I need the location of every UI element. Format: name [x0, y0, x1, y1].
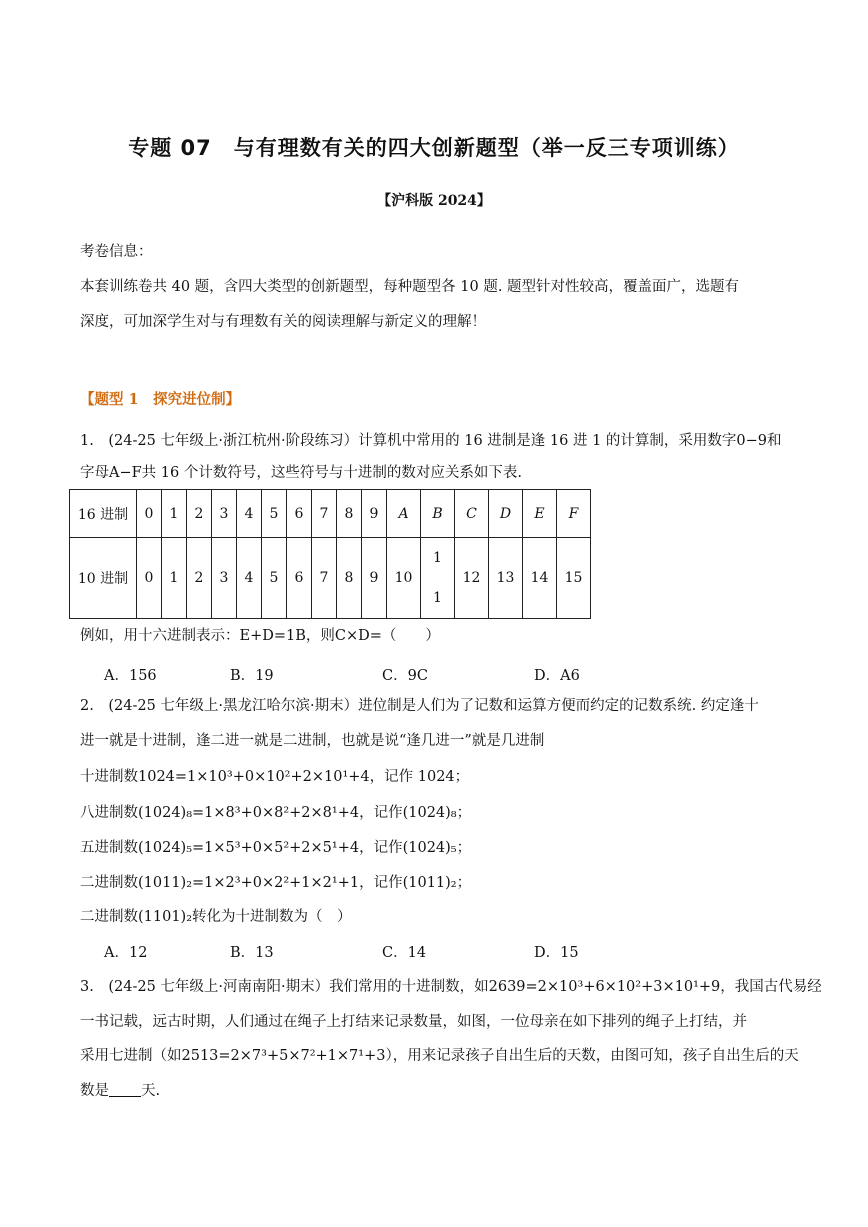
q3-line-3: 采用七进制（如2513=2×7³+5×7²+1×7¹+3），用来记录孩子自出生后的天数，由图可知，孩子自出生后的天 [80, 1048, 799, 1064]
table-cell: 4 [237, 538, 262, 619]
q2-line-1: 2. (24-25 七年级上·黑龙江哈尔滨·期末）进位制是人们为了记数和运算方便而约定的记数系统. 约定逢十 [80, 698, 759, 714]
table-cell: 3 [212, 490, 237, 538]
table-cell: 14 [523, 538, 557, 619]
table-cell: 9 [362, 538, 387, 619]
table-header-cell: 10 进制 [70, 538, 137, 619]
table-cell: 2 [187, 490, 212, 538]
q1-line-2: 字母A−F共 16 个计数符号，这些符号与十进制的数对应关系如下表. [80, 465, 522, 481]
hex-conversion-table [69, 489, 591, 619]
table-cell: D [489, 490, 523, 538]
table-cell: C [455, 490, 489, 538]
edition-label: 【沪科版 2024】 [377, 193, 491, 209]
table-cell: 3 [212, 538, 237, 619]
table-cell: 1 [162, 538, 187, 619]
info-label: 考卷信息： [80, 244, 153, 260]
q1-option-c: C．9C [382, 668, 428, 684]
q2-equation-2: 八进制数(1024)₈=1×8³+0×8²+2×8¹+4，记作(1024)₈； [80, 805, 472, 821]
table-cell: 9 [362, 490, 387, 538]
table-cell: 6 [287, 490, 312, 538]
q2-question: 二进制数(1101)₂转化为十进制数为（ ） [80, 909, 352, 925]
table-cell: 13 [489, 538, 523, 619]
table-cell: 10 [387, 538, 421, 619]
table-cell: 7 [312, 490, 337, 538]
table-cell: 6 [287, 538, 312, 619]
q2-line-2: 进一就是十进制，逢二进一就是二进制，也就是说“逢几进一”就是几进制 [80, 733, 545, 749]
table-cell: 8 [337, 538, 362, 619]
q1-line-1: 1. (24-25 七年级上·浙江杭州·阶段练习）计算机中常用的 16 进制是逢 16 进 1 的计算制，采用数字0−9和 [80, 433, 782, 449]
table-cell: 12 [455, 538, 489, 619]
table-header-cell: 16 进制 [70, 490, 137, 538]
table-cell: 0 [137, 538, 162, 619]
table-cell: 1 [162, 490, 187, 538]
q2-equation-4: 二进制数(1011)₂=1×2³+0×2²+1×2¹+1，记作(1011)₂； [80, 875, 472, 891]
table-cell-wrapped [421, 538, 455, 619]
q3-line-2: 一书记载，远古时期，人们通过在绳子上打结来记录数量，如图，一位母亲在如下排列的绳子上打结，并 [80, 1014, 747, 1030]
answer-blank [109, 1082, 141, 1097]
section-heading: 【题型 1 探究进位制】 [80, 391, 241, 408]
table-row [70, 490, 591, 538]
table-cell: 2 [187, 538, 212, 619]
q3-line-4-start: 数是 [80, 1083, 109, 1099]
table-cell: F [557, 490, 591, 538]
q1-example: 例如，用十六进制表示：E+D=1B，则C×D=（ ） [80, 628, 440, 644]
table-cell: 8 [337, 490, 362, 538]
table-cell: 0 [137, 490, 162, 538]
info-text-line-2: 深度，可加深学生对与有理数有关的阅读理解与新定义的理解！ [80, 314, 486, 330]
table-cell: 15 [557, 538, 591, 619]
wrapped-value: 1 1 [433, 550, 442, 606]
table-cell: 7 [312, 538, 337, 619]
q1-option-a: A．156 [104, 668, 157, 684]
q2-option-a: A．12 [104, 945, 148, 961]
q2-equation-1: 十进制数1024=1×10³+0×10²+2×10¹+4，记作 1024； [80, 769, 470, 785]
table-row [70, 538, 591, 619]
q2-option-c: C．14 [382, 945, 427, 961]
table-cell: B [421, 490, 455, 538]
q2-option-d: D．15 [534, 945, 579, 961]
q3-line-1: 3. (24-25 七年级上·河南南阳·期末）我们常用的十进制数，如2639=2×10³+6×10²+3×10¹+9，我国古代易经 [80, 979, 822, 995]
table-cell: A [387, 490, 421, 538]
q1-option-b: B．19 [230, 668, 274, 684]
table-cell: 5 [262, 490, 287, 538]
q2-option-b: B．13 [230, 945, 274, 961]
q2-equation-3: 五进制数(1024)₅=1×5³+0×5²+2×5¹+4，记作(1024)₅； [80, 840, 472, 856]
page-title: 专题 07 与有理数有关的四大创新题型（举一反三专项训练） [128, 136, 740, 160]
table-cell: 4 [237, 490, 262, 538]
q1-option-d: D．A6 [534, 668, 580, 684]
q3-line-4-end: 天. [141, 1083, 161, 1099]
table-cell: E [523, 490, 557, 538]
q3-line-4 [80, 1081, 160, 1101]
info-text-line-1: 本套训练卷共 40 题，含四大类型的创新题型，每种题型各 10 题. 题型针对性较高，覆盖面广，选题有 [80, 279, 740, 295]
table-cell: 5 [262, 538, 287, 619]
